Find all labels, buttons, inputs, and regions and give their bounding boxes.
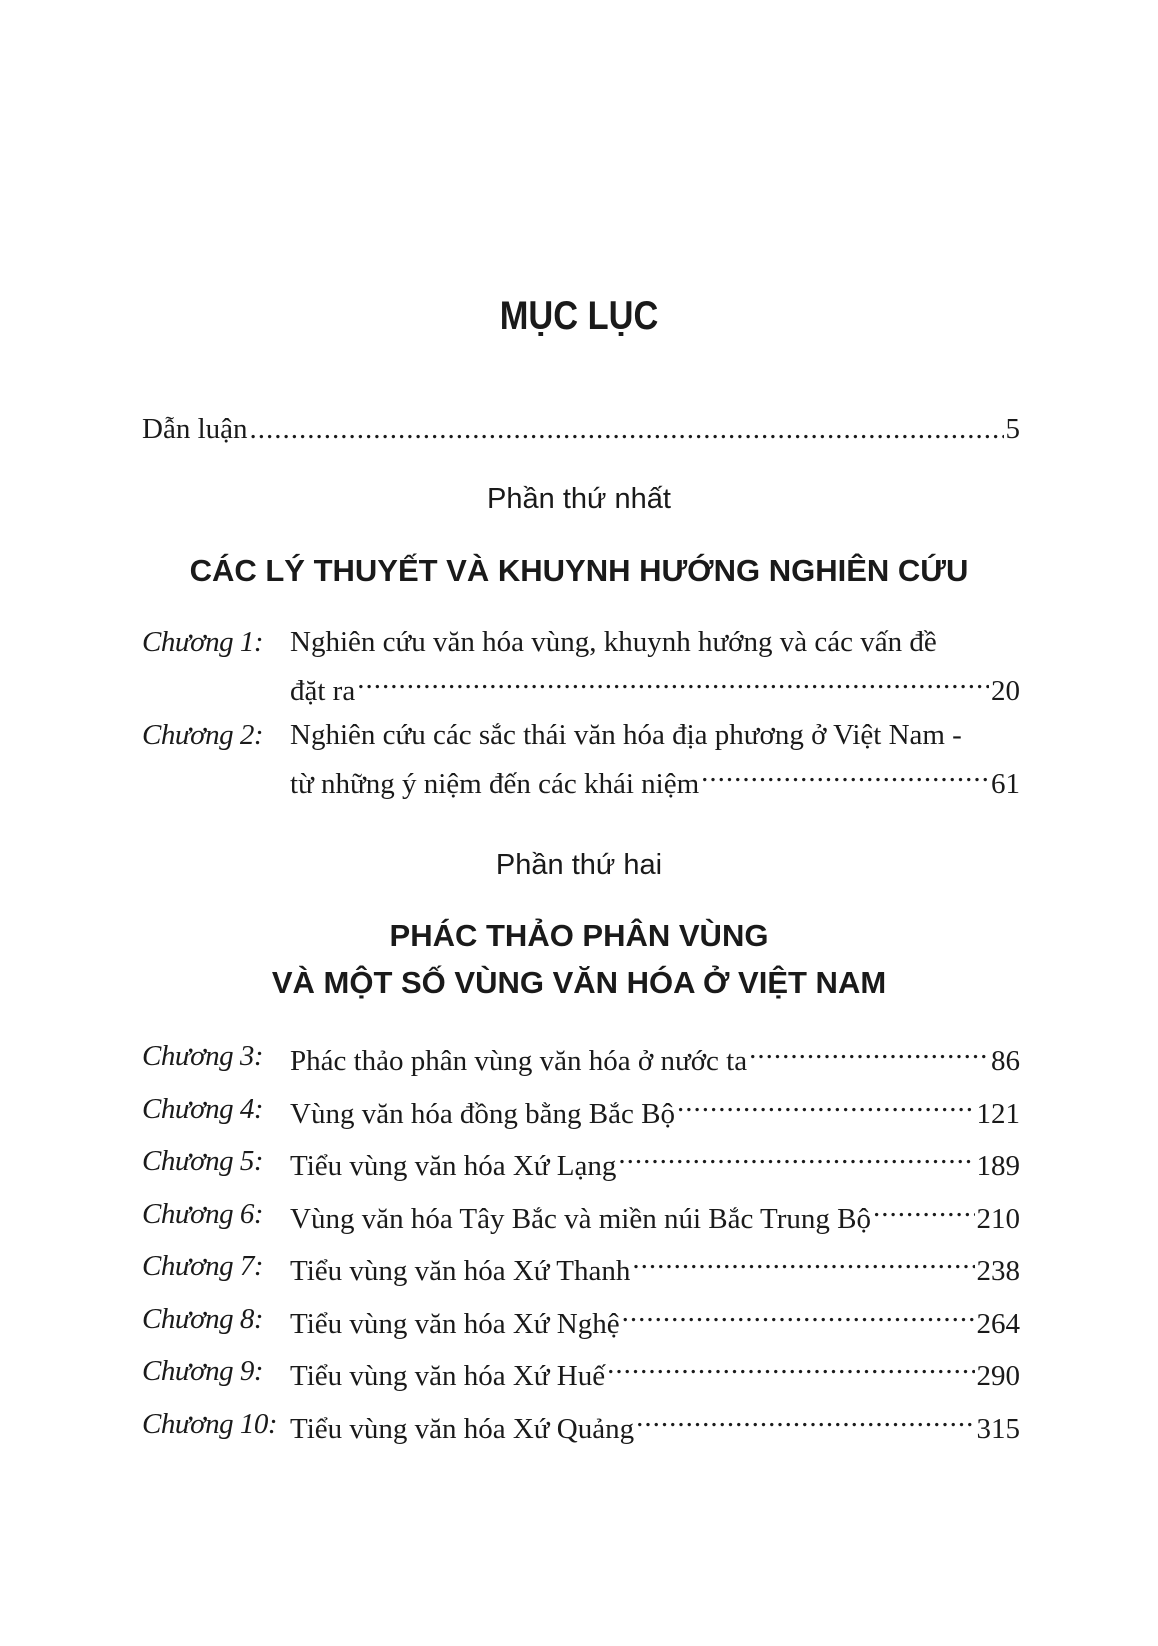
page-number: 5 <box>1005 413 1020 445</box>
page-number: 20 <box>991 675 1020 707</box>
entry-title: Phác thảo phân vùng văn hóa ở nước ta <box>290 1045 748 1077</box>
dot-leader <box>871 1198 974 1228</box>
dot-leader <box>620 1303 975 1333</box>
chapter-number: Chương 9: <box>142 1355 264 1387</box>
chapter-number: Chương 8: <box>142 1302 264 1335</box>
page-number: 210 <box>976 1202 1020 1235</box>
entry-title-line-2 <box>290 670 1020 708</box>
dot-leader <box>605 1355 974 1385</box>
entry-title-cont: từ những ý niệm đến các khái niệm <box>290 768 700 800</box>
entry-title-line: Nghiên cứu các sắc thái văn hóa địa phương ở Việt Nam - <box>290 719 962 751</box>
chapter-number: Chương 5: <box>142 1145 264 1177</box>
page-title: MỤC LỤC <box>499 294 659 338</box>
entry-title: Tiểu vùng văn hóa Xứ Quảng <box>290 1412 635 1445</box>
entry-title: Vùng văn hóa Tây Bắc và miền núi Bắc Trung Bộ <box>290 1202 872 1235</box>
entry-title: Tiểu vùng văn hóa Xứ Huế <box>290 1360 606 1392</box>
dot-leader <box>630 1250 974 1280</box>
entry-line <box>290 1250 1020 1288</box>
page-number: 290 <box>976 1360 1020 1392</box>
part-heading: CÁC LÝ THUYẾT VÀ KHUYNH HƯỚNG NGHIÊN CỨU <box>189 553 969 588</box>
part-label: Phần thứ hai <box>495 849 663 881</box>
page-number: 315 <box>976 1412 1020 1445</box>
entry-line <box>290 1040 1020 1078</box>
toc-entry-chapter-5[interactable] <box>290 1145 1020 1183</box>
entry-title: Vùng văn hóa đồng bằng Bắc Bộ <box>290 1097 675 1130</box>
dot-leader <box>248 413 1004 446</box>
page-number: 86 <box>991 1045 1020 1077</box>
toc-entry-chapter-7[interactable] <box>290 1250 1020 1288</box>
page-number: 189 <box>976 1150 1020 1182</box>
toc-entry-chapter-8[interactable] <box>290 1303 1020 1341</box>
page-number: 121 <box>976 1097 1020 1130</box>
chapter-number: Chương 10: <box>142 1407 278 1440</box>
chapter-number: Chương 3: <box>142 1040 264 1072</box>
dot-leader <box>747 1040 989 1070</box>
toc-entry-chapter-2[interactable] <box>290 719 1020 801</box>
chapter-number: Chương 4: <box>142 1092 264 1125</box>
toc-entry-chapter-4[interactable] <box>290 1093 1020 1131</box>
part-heading-line-1: PHÁC THẢO PHÂN VÙNG <box>389 918 769 953</box>
entry-title-cont: đặt ra <box>290 675 356 707</box>
page-number: 238 <box>976 1255 1020 1287</box>
dot-leader <box>699 763 989 793</box>
page-number: 264 <box>976 1307 1020 1340</box>
dot-leader <box>355 670 989 700</box>
dot-leader <box>634 1408 974 1438</box>
dot-leader <box>675 1093 975 1123</box>
entry-title-line: Nghiên cứu văn hóa vùng, khuynh hướng và các vấn đề <box>290 626 937 658</box>
entry-line <box>290 1408 1020 1446</box>
chapter-number: Chương 6: <box>142 1197 264 1230</box>
entry-title: Tiểu vùng văn hóa Xứ Thanh <box>290 1255 631 1287</box>
page-number: 61 <box>991 768 1020 800</box>
toc-entry-chapter-9[interactable] <box>290 1355 1020 1393</box>
toc-entry-chapter-6[interactable] <box>290 1198 1020 1236</box>
entry-title: Dẫn luận <box>142 413 248 445</box>
entry-title-line-2 <box>290 763 1020 801</box>
toc-entry-chapter-10[interactable] <box>290 1408 1020 1446</box>
entry-line <box>290 1093 1020 1131</box>
entry-line <box>290 1198 1020 1236</box>
chapter-number: Chương 1: <box>142 626 264 658</box>
toc-entry-chapter-1[interactable] <box>290 626 1020 708</box>
chapter-number: Chương 7: <box>142 1250 264 1282</box>
part-label: Phần thứ nhất <box>487 483 671 515</box>
entry-title: Tiểu vùng văn hóa Xứ Lạng <box>290 1150 617 1182</box>
entry-line <box>290 1355 1020 1393</box>
entry-title: Tiểu vùng văn hóa Xứ Nghệ <box>290 1307 620 1340</box>
toc-entry-chapter-3[interactable] <box>290 1040 1020 1078</box>
entry-line <box>290 1145 1020 1183</box>
toc-entry-intro[interactable] <box>142 413 1020 453</box>
part-heading-line-2: VÀ MỘT SỐ VÙNG VĂN HÓA Ở VIỆT NAM <box>271 965 887 1000</box>
entry-line <box>290 1303 1020 1341</box>
chapter-number: Chương 2: <box>142 719 264 751</box>
dot-leader <box>616 1145 974 1175</box>
